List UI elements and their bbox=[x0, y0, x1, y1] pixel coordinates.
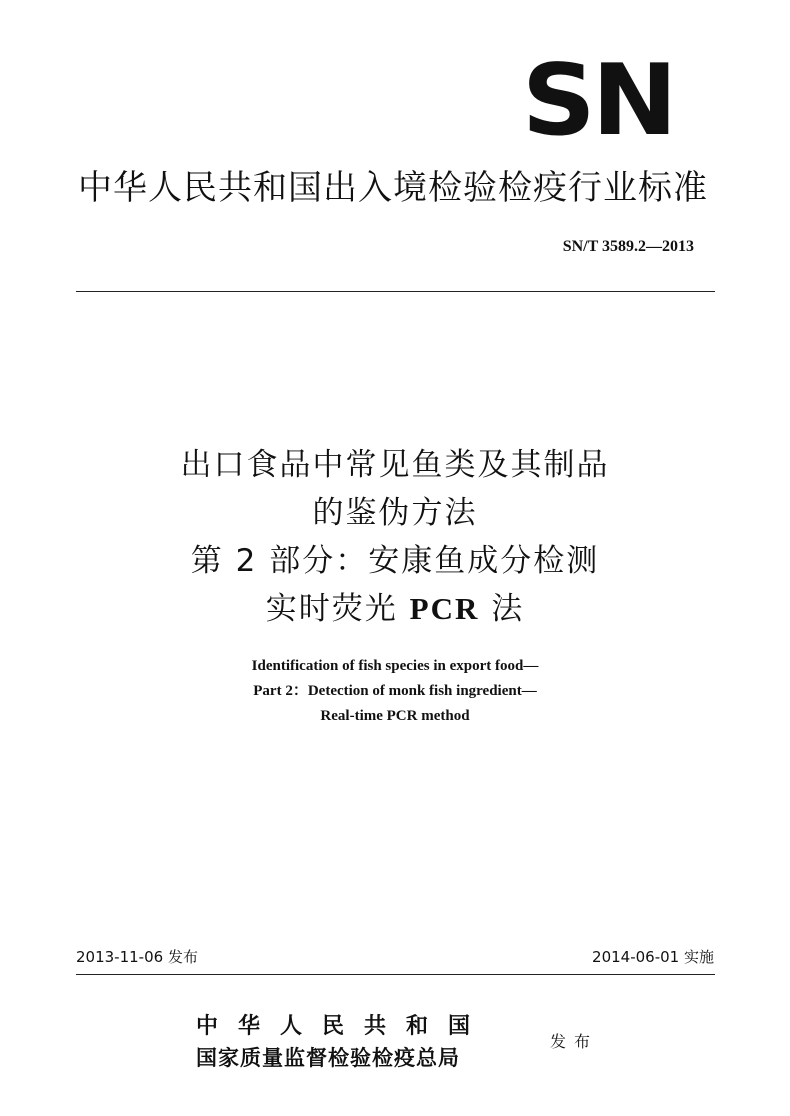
english-title-line-1: Identification of fish species in export food— bbox=[251, 658, 539, 674]
issuer-agency: 国家质量监督检验检疫总局 bbox=[196, 1045, 460, 1070]
english-title-line-2: Part 2：Detection of monk fish ingredient— bbox=[253, 683, 537, 699]
chinese-title-line-4 bbox=[0, 585, 790, 633]
chinese-title-line-4-suffix: 法 bbox=[491, 591, 525, 627]
standard-number: SN/T 3589.2—2013 bbox=[562, 238, 694, 255]
sn-logo: SN bbox=[522, 44, 674, 158]
english-title bbox=[0, 654, 790, 729]
english-title-line-3: Real-time PCR method bbox=[320, 708, 470, 724]
publish-mark: 发布 bbox=[550, 1032, 599, 1051]
issuer-block bbox=[196, 1010, 490, 1074]
issue-date: 2013-11-06 发布 bbox=[76, 948, 198, 966]
bottom-divider bbox=[76, 974, 715, 975]
chinese-title-pcr: PCR bbox=[409, 591, 480, 626]
chinese-title-line-2: 的鉴伪方法 bbox=[312, 495, 478, 531]
top-divider bbox=[76, 291, 715, 292]
chinese-title-line-1: 出口食品中常见鱼类及其制品 bbox=[180, 447, 610, 483]
chinese-title-line-4-prefix: 实时荧光 bbox=[265, 591, 398, 627]
issuer-country: 中华人民共和国 bbox=[196, 1013, 491, 1039]
industry-standard-title: 中华人民共和国出入境检验检疫行业标准 bbox=[78, 168, 708, 208]
chinese-title bbox=[0, 441, 790, 633]
chinese-title-line-3: 第 2 部分：安康鱼成分检测 bbox=[190, 543, 600, 579]
implementation-date: 2014-06-01 实施 bbox=[592, 948, 714, 966]
